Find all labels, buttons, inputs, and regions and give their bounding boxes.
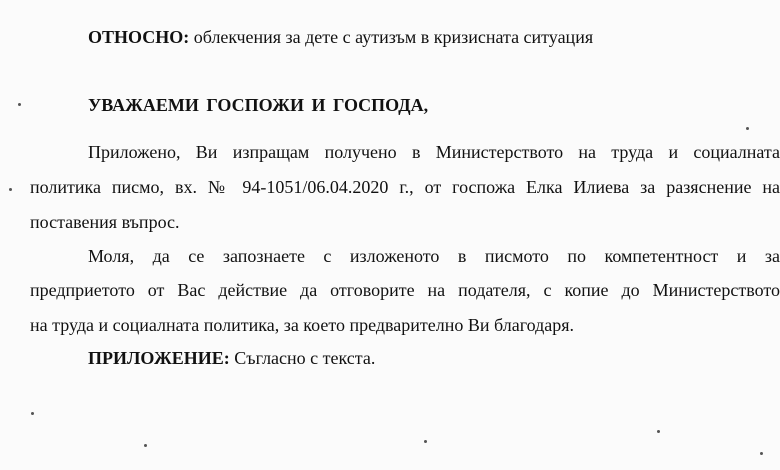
scan-speck (424, 440, 427, 443)
paragraph2-line2: предприетото от Вас действие да отговорите на подателя, с копие до Министерството (30, 280, 780, 300)
attachment-line (88, 346, 375, 370)
salutation: УВАЖАЕМИ ГОСПОЖИ И ГОСПОДА, (88, 95, 429, 115)
scan-speck (9, 188, 12, 191)
scan-speck (18, 103, 21, 106)
paragraph2-line3: на труда и социалната политика, за което предварително Ви благодаря. (30, 315, 575, 335)
subject-line (88, 25, 593, 49)
subject-label: ОТНОСНО: (88, 27, 190, 47)
scan-speck (746, 127, 749, 130)
paragraph1-line1: Приложено, Ви изпращам получено в Министерството на труда и социалната (88, 142, 780, 162)
scan-speck (31, 412, 34, 415)
paragraph2-line1: Моля, да се запознаете с изложеното в писмото по компетентност и за (88, 246, 780, 266)
paragraph1-line2: политика писмо, вх. № 94-1051/06.04.2020 г., от госпожа Елка Илиева за разяснение на (30, 177, 780, 197)
attachment-text: Съгласно с текста. (234, 348, 376, 368)
subject-text: облекчения за дете с аутизъм в кризисната ситуация (193, 27, 594, 47)
scan-speck (144, 444, 147, 447)
scan-speck (657, 430, 660, 433)
scan-speck (760, 452, 763, 455)
paragraph1-line3: поставения въпрос. (30, 212, 180, 232)
attachment-label: ПРИЛОЖЕНИЕ: (88, 348, 230, 368)
